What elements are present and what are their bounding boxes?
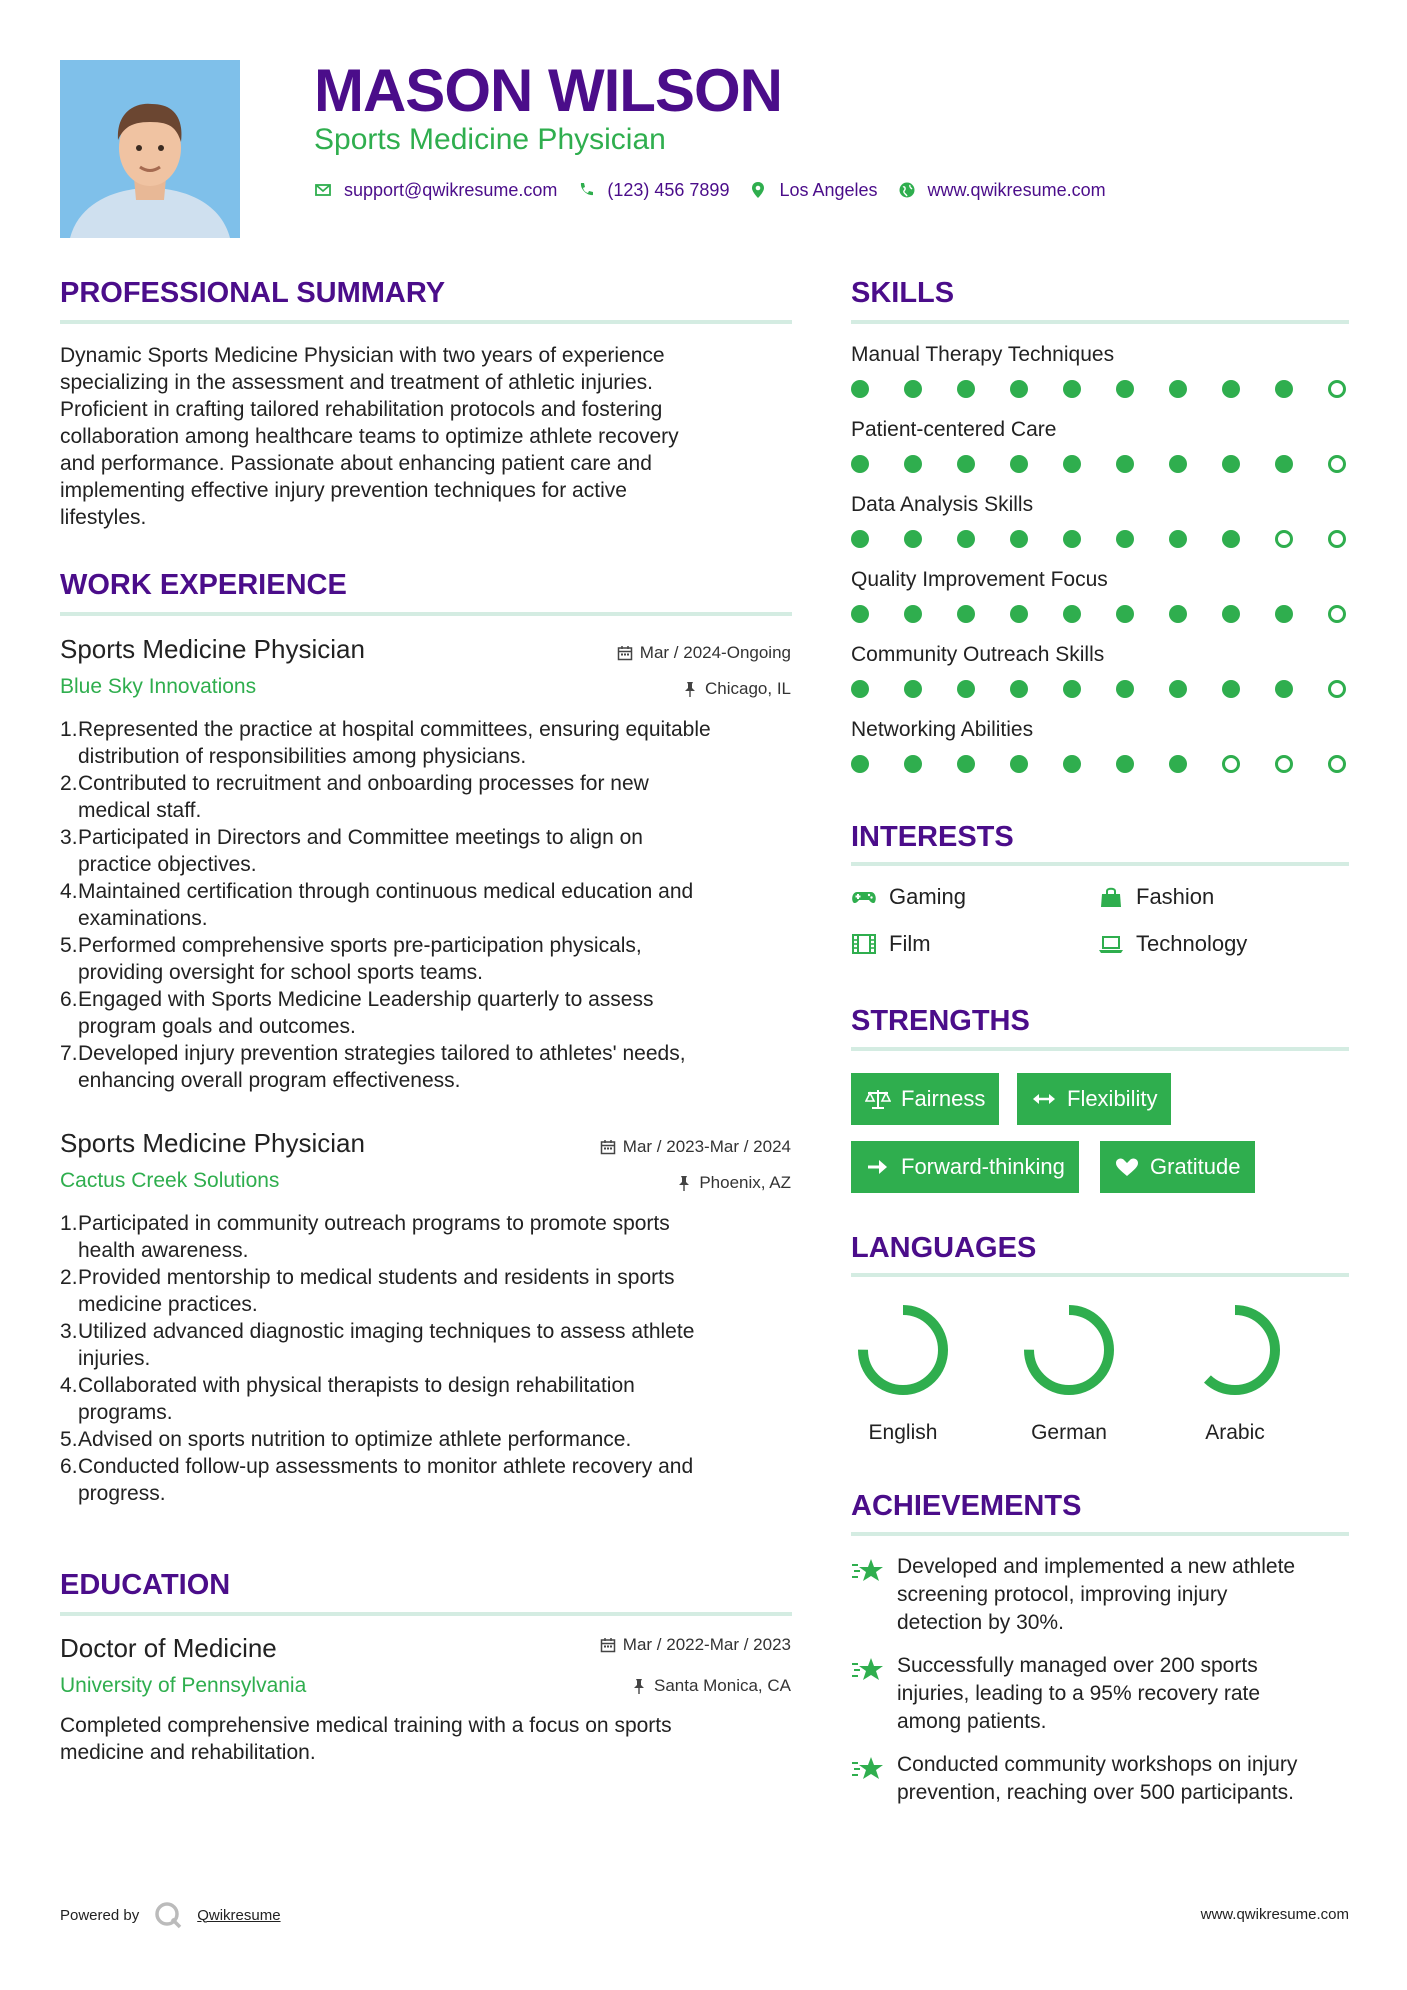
item-line: medicine practices. — [78, 1293, 258, 1316]
achievement-line: detection by 30%. — [897, 1611, 1064, 1634]
list-item — [78, 1372, 800, 1426]
footer-powered-by — [60, 1900, 281, 1930]
job-dates — [617, 642, 791, 664]
brand-link[interactable]: Qwikresume — [197, 1906, 281, 1924]
list-item — [78, 1040, 800, 1094]
rating-dot-filled — [1169, 680, 1187, 698]
achievement-line: prevention, reaching over 500 participants. — [897, 1781, 1294, 1804]
achievement-line: Conducted community workshops on injury — [897, 1753, 1298, 1776]
job-duties — [60, 716, 800, 1094]
rating-dot-filled — [1169, 755, 1187, 773]
rating-dot-filled — [1275, 380, 1293, 398]
education-description — [60, 1712, 800, 1766]
language-item — [843, 1300, 963, 1446]
avatar-illustration — [60, 60, 240, 238]
rating-dot-filled — [904, 455, 922, 473]
rating-dot-filled — [1010, 380, 1028, 398]
rating-dot-filled — [1169, 605, 1187, 623]
list-item — [78, 824, 800, 878]
contact-phone[interactable] — [577, 180, 729, 201]
strength-label: Gratitude — [1150, 1154, 1241, 1179]
skill-rating — [851, 380, 1351, 400]
education-line: Completed comprehensive medical training with a focus on sports — [60, 1714, 672, 1737]
gamepad-icon — [851, 886, 877, 908]
rating-dot-filled — [851, 380, 869, 398]
calendar-icon — [617, 645, 633, 661]
rating-dot-empty — [1222, 755, 1240, 773]
rating-dot-filled — [1116, 605, 1134, 623]
contact-website[interactable] — [898, 180, 1106, 201]
rating-dot-filled — [851, 755, 869, 773]
job-dates — [600, 1136, 791, 1158]
rating-dot-filled — [1116, 380, 1134, 398]
list-item — [78, 1264, 800, 1318]
rating-dot-filled — [1010, 455, 1028, 473]
list-item — [78, 932, 800, 986]
calendar-icon — [600, 1139, 616, 1155]
skill-name: Networking Abilities — [851, 718, 1034, 741]
rating-dot-filled — [904, 680, 922, 698]
school-name: University of Pennsylvania — [60, 1674, 307, 1697]
job-company: Cactus Creek Solutions — [60, 1169, 280, 1192]
interest-fashion — [1098, 884, 1214, 910]
item-line: progress. — [78, 1482, 166, 1505]
achievement-line: screening protocol, improving injury — [897, 1583, 1228, 1606]
rating-dot-empty — [1328, 530, 1346, 548]
film-icon — [851, 933, 877, 955]
language-item — [1175, 1300, 1295, 1446]
rating-dot-filled — [1010, 680, 1028, 698]
achievements-heading: ACHIEVEMENTS — [851, 1490, 1082, 1522]
summary-rule — [60, 320, 792, 324]
pushpin-icon — [676, 1175, 692, 1191]
interest-label: Technology — [1136, 931, 1248, 956]
strength-tag — [1100, 1141, 1255, 1193]
rating-dot-filled — [957, 380, 975, 398]
interests-rule — [851, 862, 1349, 866]
candidate-title: Sports Medicine Physician — [314, 123, 666, 156]
rating-dot-filled — [904, 380, 922, 398]
job-title: Sports Medicine Physician — [60, 1128, 365, 1158]
globe-icon — [898, 181, 916, 199]
education-heading: EDUCATION — [60, 1569, 231, 1601]
rating-dot-filled — [1063, 755, 1081, 773]
rating-dot-filled — [851, 605, 869, 623]
item-line: Conducted follow-up assessments to monitor athlete recovery and — [78, 1455, 694, 1478]
language-level-arc — [1195, 1310, 1275, 1390]
contact-phone-text: (123) 456 7899 — [607, 179, 730, 200]
contact-bar — [314, 176, 1114, 204]
contact-location — [749, 180, 877, 201]
calendar-icon — [600, 1637, 616, 1653]
work-heading: WORK EXPERIENCE — [60, 569, 347, 601]
achievement-line: Successfully managed over 200 sports — [897, 1654, 1258, 1677]
language-ring — [1185, 1300, 1285, 1400]
interest-technology — [1098, 931, 1247, 957]
rating-dot-filled — [1010, 755, 1028, 773]
item-line: Participated in community outreach programs to promote sports — [78, 1212, 670, 1235]
rating-dot-filled — [957, 680, 975, 698]
rating-dot-empty — [1328, 605, 1346, 623]
item-line: Provided mentorship to medical students and residents in sports — [78, 1266, 675, 1289]
interest-film — [851, 931, 931, 957]
strength-tag — [851, 1141, 1079, 1193]
job-location — [676, 1172, 791, 1194]
pushpin-icon — [631, 1678, 647, 1694]
item-line: examinations. — [78, 907, 208, 930]
rating-dot-filled — [1063, 380, 1081, 398]
summary-heading: PROFESSIONAL SUMMARY — [60, 277, 446, 309]
item-line: providing oversight for school sports teams. — [78, 961, 484, 984]
strength-label: Forward-thinking — [901, 1154, 1065, 1179]
language-level-arc — [1029, 1310, 1109, 1390]
rating-dot-filled — [957, 755, 975, 773]
skill-rating — [851, 755, 1351, 775]
language-name: German — [1031, 1421, 1107, 1444]
list-item — [78, 1453, 800, 1507]
rating-dot-filled — [1010, 530, 1028, 548]
achievement-item — [851, 1553, 1351, 1637]
skill-name: Quality Improvement Focus — [851, 568, 1108, 591]
envelope-icon — [314, 181, 332, 199]
item-line: Represented the practice at hospital committees, ensuring equitable — [78, 718, 711, 741]
rating-dot-filled — [851, 680, 869, 698]
powered-by-label: Powered by — [60, 1906, 140, 1924]
summary-line: Proficient in crafting tailored rehabilitation protocols and fostering — [60, 398, 663, 421]
rating-dot-filled — [1169, 380, 1187, 398]
item-line: Utilized advanced diagnostic imaging techniques to assess athlete — [78, 1320, 695, 1343]
arrows-horizontal-icon — [1031, 1088, 1057, 1110]
summary-line: implementing effective injury prevention techniques for active — [60, 479, 627, 502]
education-line: medicine and rehabilitation. — [60, 1741, 316, 1764]
list-item — [78, 1426, 800, 1453]
language-ring — [853, 1300, 953, 1400]
skill-rating — [851, 680, 1351, 700]
item-line: program goals and outcomes. — [78, 1015, 356, 1038]
job-location — [682, 678, 791, 700]
achievement-line: injuries, leading to a 95% recovery rate — [897, 1682, 1261, 1705]
item-line: enhancing overall program effectiveness. — [78, 1069, 461, 1092]
candidate-name: MASON WILSON — [314, 57, 782, 124]
language-name: English — [868, 1421, 938, 1444]
heart-icon — [1114, 1156, 1140, 1178]
skill-name: Manual Therapy Techniques — [851, 343, 1115, 366]
star-icon — [851, 1656, 885, 1682]
item-line: medical staff. — [78, 799, 202, 822]
rating-dot-filled — [1063, 605, 1081, 623]
rating-dot-filled — [851, 455, 869, 473]
rating-dot-filled — [957, 455, 975, 473]
skill-name: Patient-centered Care — [851, 418, 1057, 441]
star-icon — [851, 1557, 885, 1583]
rating-dot-empty — [1275, 530, 1293, 548]
skill-rating — [851, 605, 1351, 625]
list-item — [78, 770, 800, 824]
item-line: health awareness. — [78, 1239, 249, 1262]
item-line: distribution of responsibilities among physicians. — [78, 745, 527, 768]
rating-dot-empty — [1328, 755, 1346, 773]
rating-dot-filled — [1222, 530, 1240, 548]
contact-email[interactable] — [314, 180, 557, 201]
arrow-right-icon — [865, 1156, 891, 1178]
interest-gaming — [851, 884, 966, 910]
list-item — [78, 986, 800, 1040]
language-ring — [1019, 1300, 1119, 1400]
rating-dot-filled — [1222, 680, 1240, 698]
education-location — [631, 1675, 791, 1697]
education-location-text: Santa Monica, CA — [653, 1676, 791, 1695]
achievement-item — [851, 1751, 1351, 1807]
rating-dot-empty — [1328, 455, 1346, 473]
summary-line: collaboration among healthcare teams to optimize athlete recovery — [60, 425, 679, 448]
item-line: injuries. — [78, 1347, 151, 1370]
rating-dot-filled — [1275, 605, 1293, 623]
degree-title: Doctor of Medicine — [60, 1633, 277, 1663]
list-item — [78, 878, 800, 932]
education-dates — [600, 1634, 791, 1656]
rating-dot-filled — [1010, 605, 1028, 623]
achievement-line: Developed and implemented a new athlete — [897, 1555, 1296, 1578]
item-line: programs. — [78, 1401, 173, 1424]
education-dates-text: Mar / 2022-Mar / 2023 — [622, 1635, 791, 1654]
job-company: Blue Sky Innovations — [60, 675, 257, 698]
list-item — [78, 1318, 800, 1372]
laptop-icon — [1098, 933, 1124, 955]
summary-text — [60, 342, 800, 531]
skill-rating — [851, 530, 1351, 550]
skill-name: Community Outreach Skills — [851, 643, 1105, 666]
rating-dot-filled — [1222, 455, 1240, 473]
rating-dot-filled — [1169, 530, 1187, 548]
item-line: Advised on sports nutrition to optimize athlete performance. — [78, 1428, 632, 1451]
rating-dot-empty — [1275, 755, 1293, 773]
rating-dot-empty — [1328, 380, 1346, 398]
language-name: Arabic — [1205, 1421, 1265, 1444]
summary-line: lifestyles. — [60, 506, 147, 529]
rating-dot-filled — [1222, 380, 1240, 398]
rating-dot-filled — [851, 530, 869, 548]
list-item — [78, 1210, 800, 1264]
rating-dot-filled — [1063, 455, 1081, 473]
skills-heading: SKILLS — [851, 277, 955, 309]
strength-tag — [1017, 1073, 1171, 1125]
strength-label: Flexibility — [1067, 1086, 1158, 1111]
shopping-bag-icon — [1098, 886, 1124, 908]
achievement-item — [851, 1652, 1351, 1736]
skill-name: Data Analysis Skills — [851, 493, 1034, 516]
rating-dot-filled — [1116, 755, 1134, 773]
education-rule — [60, 1612, 792, 1616]
rating-dot-filled — [1116, 455, 1134, 473]
contact-email-text: support@qwikresume.com — [344, 179, 558, 200]
rating-dot-filled — [957, 605, 975, 623]
footer-website[interactable]: www.qwikresume.com — [1200, 1906, 1349, 1923]
qwikresume-logo-icon — [153, 1900, 183, 1930]
work-rule — [60, 612, 792, 616]
item-line: Developed injury prevention strategies tailored to athletes' needs, — [78, 1042, 686, 1065]
item-line: Maintained certification through continuous medical education and — [78, 880, 694, 903]
profile-photo — [60, 60, 240, 238]
job-title: Sports Medicine Physician — [60, 634, 365, 664]
skills-rule — [851, 320, 1349, 324]
item-line: Participated in Directors and Committee meetings to align on — [78, 826, 643, 849]
rating-dot-filled — [1063, 680, 1081, 698]
rating-dot-filled — [1169, 455, 1187, 473]
language-item — [1009, 1300, 1129, 1446]
job-location-text: Phoenix, AZ — [699, 1173, 791, 1192]
rating-dot-empty — [1328, 680, 1346, 698]
interests-heading: INTERESTS — [851, 821, 1014, 853]
item-line: Collaborated with physical therapists to design rehabilitation — [78, 1374, 635, 1397]
rating-dot-filled — [1275, 680, 1293, 698]
item-line: Performed comprehensive sports pre-participation physicals, — [78, 934, 642, 957]
contact-website-text: www.qwikresume.com — [927, 179, 1106, 200]
summary-line: specializing in the assessment and treatment of athletic injuries. — [60, 371, 653, 394]
star-icon — [851, 1755, 885, 1781]
summary-line: and performance. Passionate about enhancing patient care and — [60, 452, 652, 475]
strength-tag — [851, 1073, 999, 1125]
pushpin-icon — [682, 681, 698, 697]
summary-line: Dynamic Sports Medicine Physician with two years of experience — [60, 344, 665, 367]
map-pin-icon — [749, 181, 767, 199]
contact-location-text: Los Angeles — [779, 179, 878, 200]
rating-dot-filled — [904, 605, 922, 623]
rating-dot-filled — [957, 530, 975, 548]
phone-icon — [577, 181, 595, 199]
achievements-rule — [851, 1532, 1349, 1536]
strengths-rule — [851, 1047, 1349, 1051]
job-dates-text: Mar / 2024-Ongoing — [639, 643, 791, 662]
achievement-line: among patients. — [897, 1710, 1047, 1733]
strengths-heading: STRENGTHS — [851, 1005, 1030, 1037]
rating-dot-filled — [904, 755, 922, 773]
rating-dot-filled — [1275, 455, 1293, 473]
item-line: Engaged with Sports Medicine Leadership quarterly to assess — [78, 988, 654, 1011]
job-dates-text: Mar / 2023-Mar / 2024 — [622, 1137, 791, 1156]
languages-heading: LANGUAGES — [851, 1232, 1037, 1264]
interest-label: Gaming — [889, 884, 967, 909]
rating-dot-filled — [1116, 530, 1134, 548]
rating-dot-filled — [1116, 680, 1134, 698]
interest-label: Film — [889, 931, 931, 956]
rating-dot-filled — [1222, 605, 1240, 623]
job-duties — [60, 1210, 800, 1507]
interest-label: Fashion — [1136, 884, 1215, 909]
item-line: Contributed to recruitment and onboarding processes for new — [78, 772, 649, 795]
skill-rating — [851, 455, 1351, 475]
list-item — [78, 716, 800, 770]
language-level-arc — [863, 1310, 943, 1390]
rating-dot-filled — [1063, 530, 1081, 548]
rating-dot-filled — [904, 530, 922, 548]
languages-rule — [851, 1273, 1349, 1277]
strength-label: Fairness — [901, 1086, 986, 1111]
job-location-text: Chicago, IL — [705, 679, 791, 698]
scale-icon — [865, 1088, 891, 1110]
item-line: practice objectives. — [78, 853, 257, 876]
